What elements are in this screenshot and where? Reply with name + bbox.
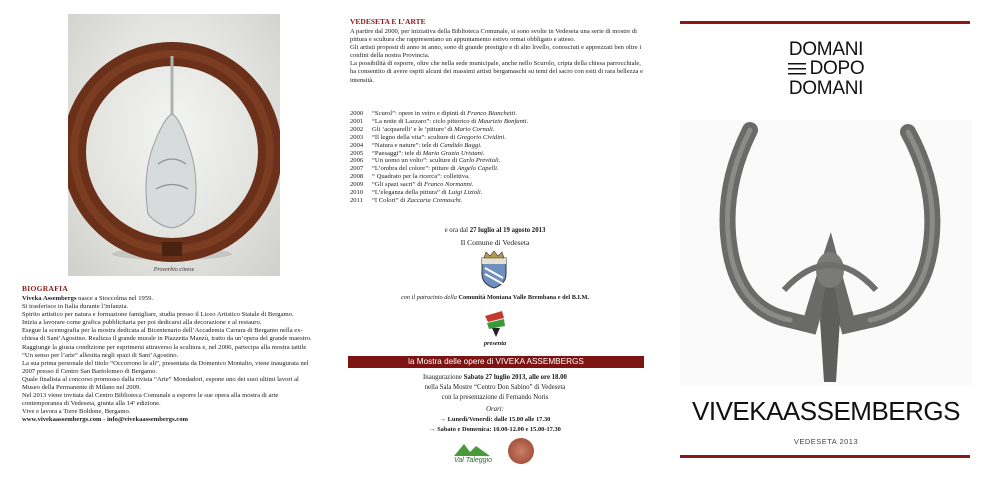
bio-line: Quale finalista al concorso promosso dalla rivista “Arte” Mondadori, espone uno dei suoi ultimi lavori al Museo della Permanente di Milano nel 2009. (22, 375, 299, 392)
hours-title: Orari: (486, 406, 504, 413)
patronage: con il patrocinio della Comunità Montana Valle Brembana e del B.I.M. (400, 294, 590, 301)
exhibition-text: “Gli spazi sacri” di Franco Normanni. (372, 181, 474, 189)
current-dates: e ora dal 27 luglio al 19 agosto 2013 (444, 227, 546, 234)
presenter: con la presentazione di Fernando Noris (441, 394, 549, 401)
exhibition-banner: la Mostra delle opere di VIVEKA ASSEMBERGS (348, 356, 644, 368)
sculpture-photo-figure (680, 120, 972, 385)
intro-paragraph: A partire dal 2000, per iniziativa della Biblioteca Comunale, si sono svolte in Vedeseta una serie di mostre di pittura e scultura che rappresentano un appuntamento estivo ormai obbligato e atteso. (350, 28, 638, 44)
exhibition-year: 2011 (350, 196, 363, 204)
exhibition-text: “Paesaggi”: tele di Maria Grazia Uristani. (372, 149, 485, 157)
exhibition-year: 2008 (350, 173, 364, 181)
cover-title (660, 40, 992, 98)
exhibition-item (350, 150, 648, 158)
intro-paragraph: La possibilità di esporre, oltre che nella sede municipale, anche nello Scurolo, cripta della chiesa parrocchiale, ha consentito di avere ospiti alcuni dei massimi artisti bergamaschi su temi del sacro con esiti di rara bellezza e intensità. (350, 60, 644, 84)
bio-line: La sua prima personale del titolo “Occorrono le ali”, presentata da Domenico Montalto, viene inaugurata nel 2007 presso il Centro San Bartolomeo di Bergamo. (22, 359, 309, 375)
exhibition-item (350, 157, 648, 165)
right-panel (660, 0, 992, 487)
exhibition-year: 2001 (350, 117, 364, 125)
biography-text (22, 295, 314, 425)
comune-label: Il Comune di Vedeseta (460, 238, 530, 247)
bio-line: Inizia a lavorare come grafica pubblicitaria per poi dedicarsi alla decorazione e al restauro. (22, 319, 262, 327)
middle-panel (330, 0, 660, 487)
exhibition-item (350, 173, 648, 181)
ring-sculpture-image (68, 14, 280, 276)
hours-weekend: → Sabato e Domenica: 10.00-12.00 e 15.00-17.30 (429, 426, 561, 433)
exhibition-year: 2000 (350, 110, 364, 117)
hours-weekdays: → Lunedì/Venerdì: dalle 15.00 alle 17.30 (439, 416, 551, 423)
venue: nella Sala Mostre “Centro Don Sabino” di Vedeseta (424, 384, 566, 391)
exhibition-year: 2002 (350, 125, 364, 133)
bio-line: Vive e lavora a Torre Boldone, Bergamo. (22, 408, 131, 416)
exhibition-year: 2006 (350, 157, 364, 165)
exhibition-item (350, 181, 648, 189)
photo-caption: Proverbio cinese (153, 267, 195, 273)
top-rule (680, 21, 970, 24)
horseshoe-sculpture-image (680, 120, 972, 385)
biblioteca-emblem-icon (482, 308, 508, 338)
triple-bar-icon (788, 63, 806, 75)
inauguration-bold: Sabato 27 luglio 2013, alle ore 18.00 (463, 374, 567, 381)
exhibition-year: 2007 (350, 165, 364, 173)
val-taleggio-logo-icon (452, 440, 492, 464)
intro-text (350, 28, 648, 85)
exhibition-year: 2003 (350, 133, 364, 141)
title-line-3: DOMANI (788, 77, 864, 99)
exhibition-year: 2010 (350, 189, 364, 197)
exhibition-item (350, 110, 648, 118)
exhibition-text: “Scurol”: opere in vetro e dipinti di Franco Bianchetti. (372, 110, 517, 117)
dates-bold: 27 luglio al 19 agosto 2013 (469, 227, 546, 234)
exhibition-year: 2005 (350, 149, 364, 157)
exhibition-text: “La notte di Lazzaro”: ciclo pittorico di Maurizio Bonfanti. (372, 117, 529, 125)
sculture-photo-ring (68, 14, 280, 276)
bio-line: Raggiunge la giusta condizione per esprimersi attraverso la scultura e, nel 2006, partecipa alla mostra tattile “Un senso per l’arte” allestita negli spazi di Sant’Agostino. (22, 343, 307, 359)
exhibition-item (350, 118, 648, 126)
exhibition-item (350, 165, 648, 173)
exhibition-item (350, 126, 648, 134)
exhibition-item (350, 197, 648, 205)
logo-label: Val Taleggio (454, 457, 492, 464)
presenta-label: presenta (483, 340, 507, 347)
partner-seal-icon (508, 438, 534, 464)
contact-links[interactable]: www.vivekaassembergs.com - info@vivekaassembergs.com (22, 416, 189, 424)
exhibition-text: “Il legno della vita”: sculture di Gregorio Cividini. (372, 133, 506, 141)
exhibition-item (350, 189, 648, 197)
bio-line: Viveka Assembergs nasce a Stoccolma nel 1959. (22, 295, 154, 302)
exhibition-item (350, 134, 648, 142)
artist-title: VIVEKAASSEMBERGS (692, 396, 960, 426)
exhibition-year: 2009 (350, 181, 364, 189)
exhibition-text: “Un uomo un volto”: sculture di Carlo Previtali. (372, 157, 501, 165)
exhibition-text: “ Quadrato per la ricerca”: collettiva. (372, 173, 470, 181)
artist-name: Viveka Assembergs (22, 295, 77, 302)
left-panel (0, 0, 330, 487)
exhibition-text: “I Colori” di Zaccaria Cremaschi. (372, 196, 463, 204)
exhibition-year: 2004 (350, 141, 364, 149)
biography-title: BIOGRAFIA (22, 284, 69, 293)
intro-paragraph: Gli artisti proposti di anno in anno, sono di grande prestigio e di alto livello, conosciuti e apprezzati ben oltre i confini della nostra Provincia. (350, 44, 642, 60)
bio-line: Si trasferisce in Italia durante l’infanzia. (22, 303, 129, 311)
place-year: VEDESETA 2013 (793, 437, 859, 446)
patronage-bold: Comunità Montana Valle Brembana e del B.I.M. (458, 294, 590, 301)
inauguration: Inaugurazione Sabato 27 luglio 2013, alle ore 18.00 (423, 374, 567, 381)
exhibition-text: “L’ombra del colore”: pitture di Angelo Capelli. (372, 165, 499, 173)
exhibition-text: “Natura e nature”: tele di Candido Baggi. (372, 141, 482, 149)
vedeseta-crest-icon (476, 250, 512, 290)
bio-line: Esegue la scenografia per la mostra dedicata al Bicentenario dell’Accademia Carrara di Bergamo nella ex-chiesa di Sant’Agostino. Realizza il grande murale in Piazzetta Manzù, tratto da un’opera del grande maestro. (22, 327, 312, 343)
bottom-rule (680, 455, 970, 458)
title-line-1: DOMANI (788, 39, 864, 60)
exhibition-text: “L’eleganza della pittura” di Luigi Lizioli. (372, 189, 483, 197)
section-title: VEDESETA E L’ARTE (350, 17, 426, 26)
exhibition-text: Gli ‘acquarelli’ e le ‘pitture’ di Mario Cornali. (372, 125, 495, 133)
bio-line: Nel 2013 viene invitata dal Centro Biblioteca Comunale a esporre le sue opera alla mostra di arte contemporanea di Vedeseta, giunta alla 14ª edizione. (22, 392, 279, 408)
exhibitions-list (350, 110, 648, 205)
title-line-2: DOPO (788, 59, 865, 78)
exhibition-item (350, 142, 648, 150)
bio-line: Spirito artistico per natura e formazione famigliare, studia presso il Liceo Artistico Statale di Bergamo. (22, 311, 294, 319)
